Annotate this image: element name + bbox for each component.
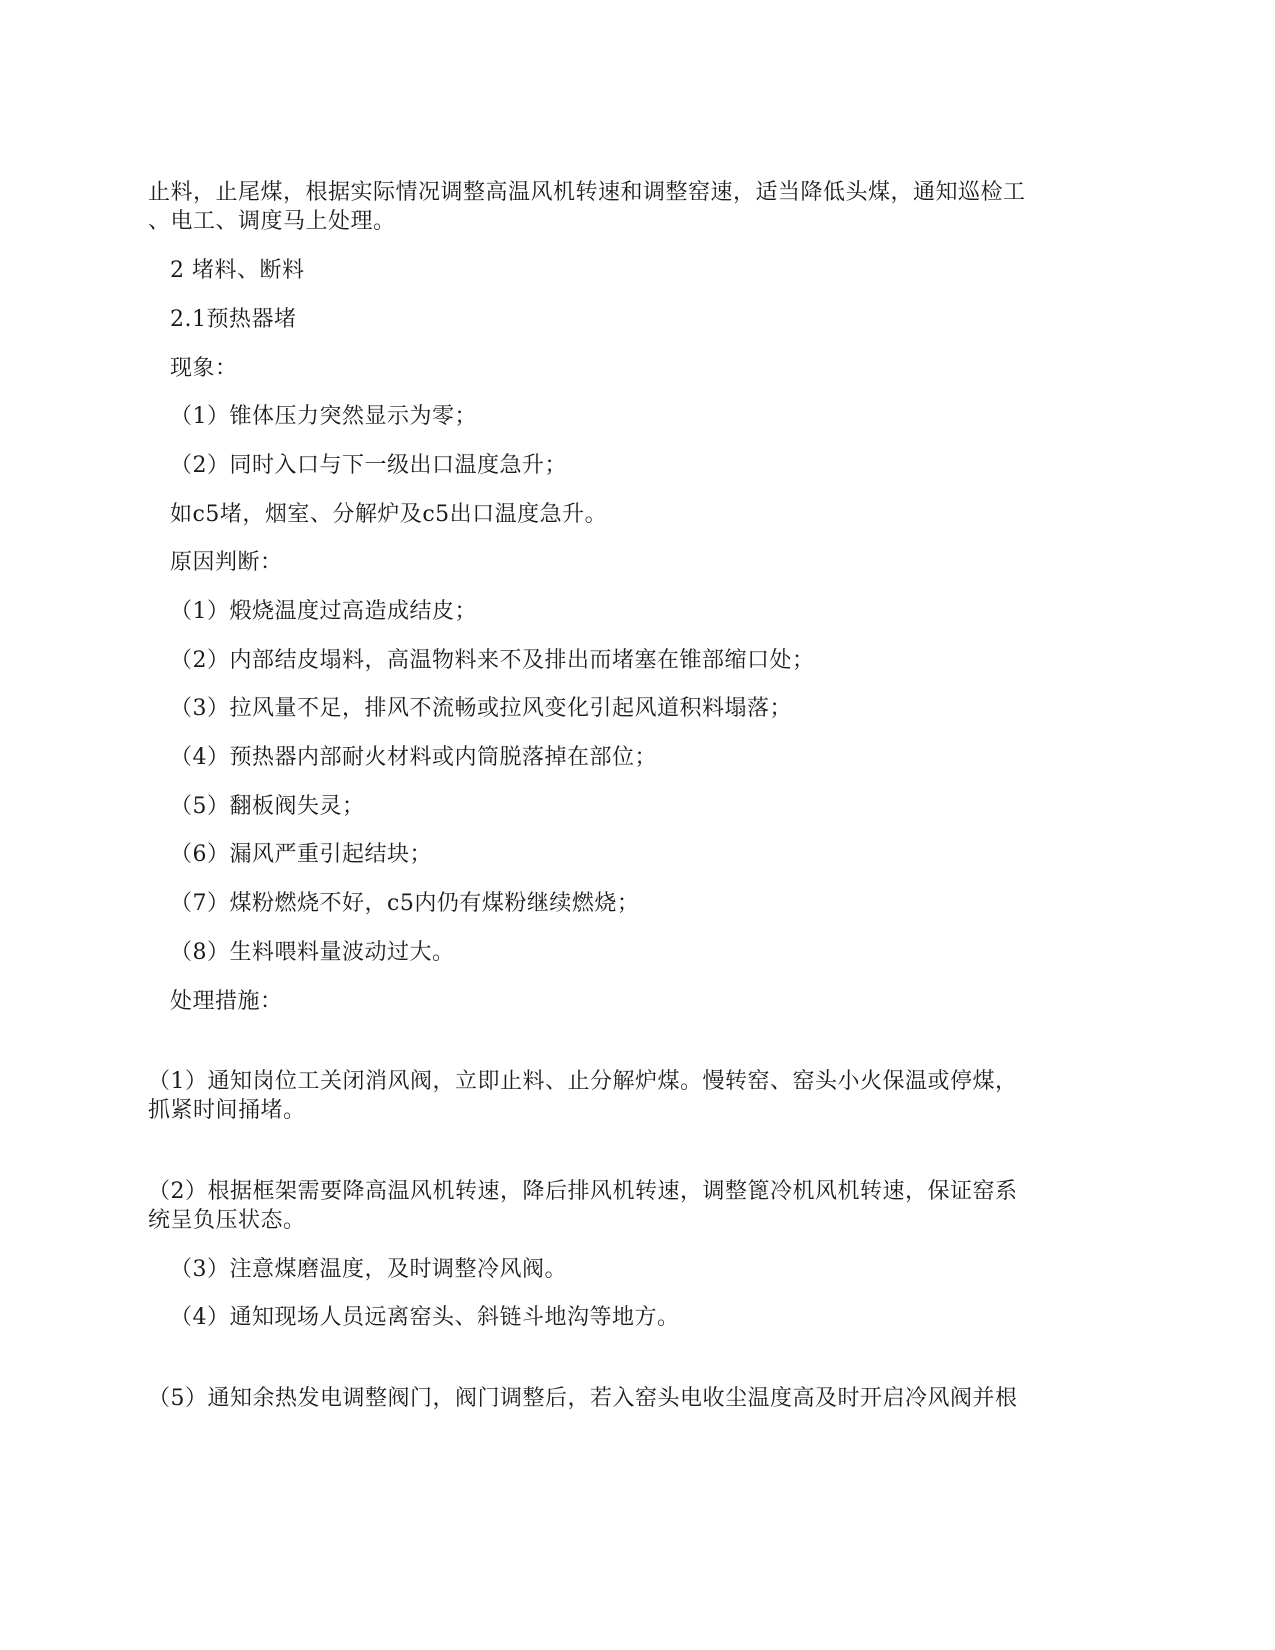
list-item: （3）注意煤磨温度，及时调整冷风阀。 (170, 1257, 567, 1282)
text-line: 处理措施： (170, 989, 283, 1014)
section-heading: 2 堵料、断料 (170, 258, 305, 283)
list-item: （6）漏风严重引起结块； (170, 842, 432, 867)
text-line: 如c5堵，烟室、分解炉及c5出口温度急升。 (170, 502, 608, 527)
list-item: （3）拉风量不足，排风不流畅或拉风变化引起风道积料塌落； (170, 696, 792, 721)
list-item: （4）预热器内部耐火材料或内筒脱落掉在部位； (170, 745, 657, 770)
list-item: （2）内部结皮塌料，高温物料来不及排出而堵塞在锥部缩口处； (170, 648, 815, 673)
text-line: 现象： (170, 356, 238, 381)
list-item: （1）锥体压力突然显示为零； (170, 404, 477, 429)
text-line: 抓紧时间捅堵。 (148, 1098, 306, 1123)
list-item: （5）翻板阀失灵； (170, 794, 365, 819)
subsection-heading: 2.1预热器堵 (170, 307, 297, 332)
list-item: （7）煤粉燃烧不好，c5内仍有煤粉继续燃烧； (170, 891, 640, 916)
text-line: 统呈负压状态。 (148, 1208, 306, 1233)
list-item: （1）通知岗位工关闭消风阀，立即止料、止分解炉煤。慢转窑、窑头小火保温或停煤， (148, 1069, 1018, 1094)
text-line: 、电工、调度马上处理。 (148, 209, 396, 234)
list-item: （2）同时入口与下一级出口温度急升； (170, 453, 567, 478)
list-item: （5）通知余热发电调整阀门，阀门调整后，若入窑头电收尘温度高及时开启冷风阀并根 (148, 1386, 1018, 1411)
text-line: 止料，止尾煤，根据实际情况调整高温风机转速和调整窑速，适当降低头煤，通知巡检工 (148, 180, 1026, 205)
list-item: （4）通知现场人员远离窑头、斜链斗地沟等地方。 (170, 1305, 680, 1330)
list-item: （8）生料喂料量波动过大。 (170, 940, 455, 965)
text-line: 原因判断： (170, 550, 283, 575)
list-item: （2）根据框架需要降高温风机转速，降后排风机转速，调整篦冷机风机转速，保证窑系 (148, 1179, 1018, 1204)
list-item: （1）煅烧温度过高造成结皮； (170, 599, 477, 624)
